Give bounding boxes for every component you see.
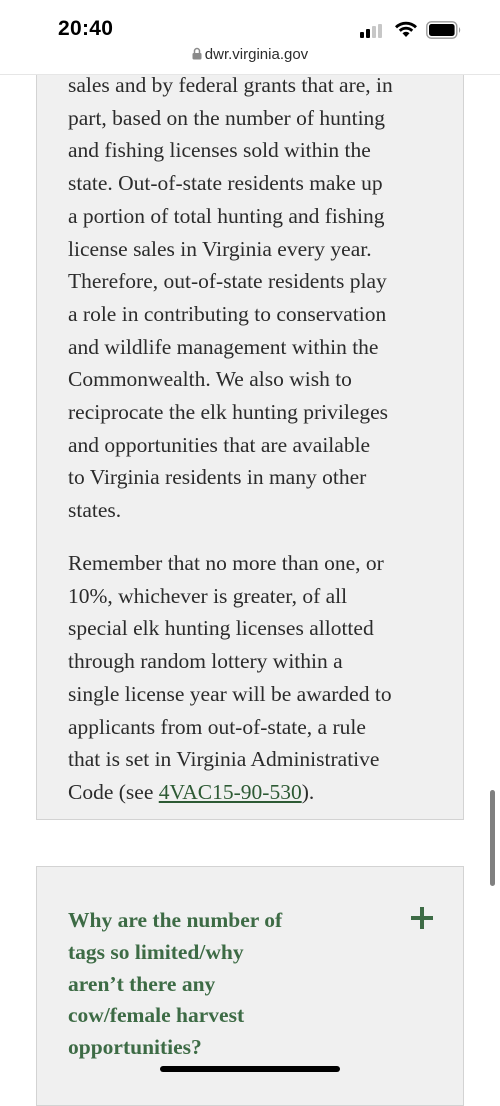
text-line: Why are the number of: [68, 908, 283, 932]
text-line: and fishing licenses sold within the: [68, 138, 371, 163]
faq-question[interactable]: [68, 905, 338, 1064]
text-line: to Virginia residents in many other: [68, 465, 367, 490]
regulation-link[interactable]: 4VAC15-90-530: [158, 779, 302, 804]
cellular-signal-icon: [360, 24, 384, 38]
answer-paragraph-1: [68, 69, 438, 527]
answer-paragraph-2: [68, 547, 438, 809]
text-line: Therefore, out-of-state residents play: [68, 269, 387, 294]
url-text: dwr.virginia.gov: [204, 46, 309, 63]
scrollbar[interactable]: [490, 790, 495, 886]
battery-icon: [426, 21, 462, 39]
text-line: Remember that no more than one, or: [68, 551, 384, 575]
text-line: a portion of total hunting and fishing: [68, 203, 385, 228]
text-line: tags so limited/why: [68, 939, 244, 964]
text-line: through random lottery within a: [68, 649, 343, 674]
text-line: sales and by federal grants that are, in: [68, 73, 393, 97]
text-fragment: ).: [301, 779, 315, 804]
text-line: applicants from out-of-state, a rule: [68, 714, 366, 739]
text-line: cow/female harvest: [68, 1003, 245, 1028]
text-line: aren’t there any: [68, 971, 216, 996]
text-line: single license year will be awarded to: [68, 681, 392, 706]
text-fragment: Code (see: [68, 779, 159, 804]
lock-icon: [192, 47, 202, 60]
wifi-icon: [394, 20, 418, 38]
status-time: 20:40: [58, 17, 114, 40]
text-line: and wildlife management within the: [68, 334, 379, 359]
text-line: opportunities?: [68, 1035, 202, 1060]
text-line: reciprocate the elk hunting privileges: [68, 400, 388, 425]
status-bar: [0, 0, 500, 46]
plus-icon[interactable]: [411, 907, 433, 929]
text-line: states.: [68, 498, 122, 523]
text-line: part, based on the number of hunting: [68, 105, 386, 130]
text-line: license sales in Virginia every year.: [68, 236, 372, 261]
text-line: [68, 776, 438, 809]
text-line: state. Out-of-state residents make up: [68, 171, 383, 196]
faq-answer-panel: [36, 75, 464, 820]
text-line: and opportunities that are available: [68, 432, 371, 457]
text-line: a role in contributing to conservation: [68, 301, 387, 326]
text-line: that is set in Virginia Administrative: [68, 747, 380, 772]
text-line: special elk hunting licenses allotted: [68, 616, 374, 641]
text-line: Commonwealth. We also wish to: [68, 367, 352, 392]
text-line: 10%, whichever is greater, of all: [68, 583, 348, 608]
home-indicator[interactable]: [160, 1066, 340, 1072]
